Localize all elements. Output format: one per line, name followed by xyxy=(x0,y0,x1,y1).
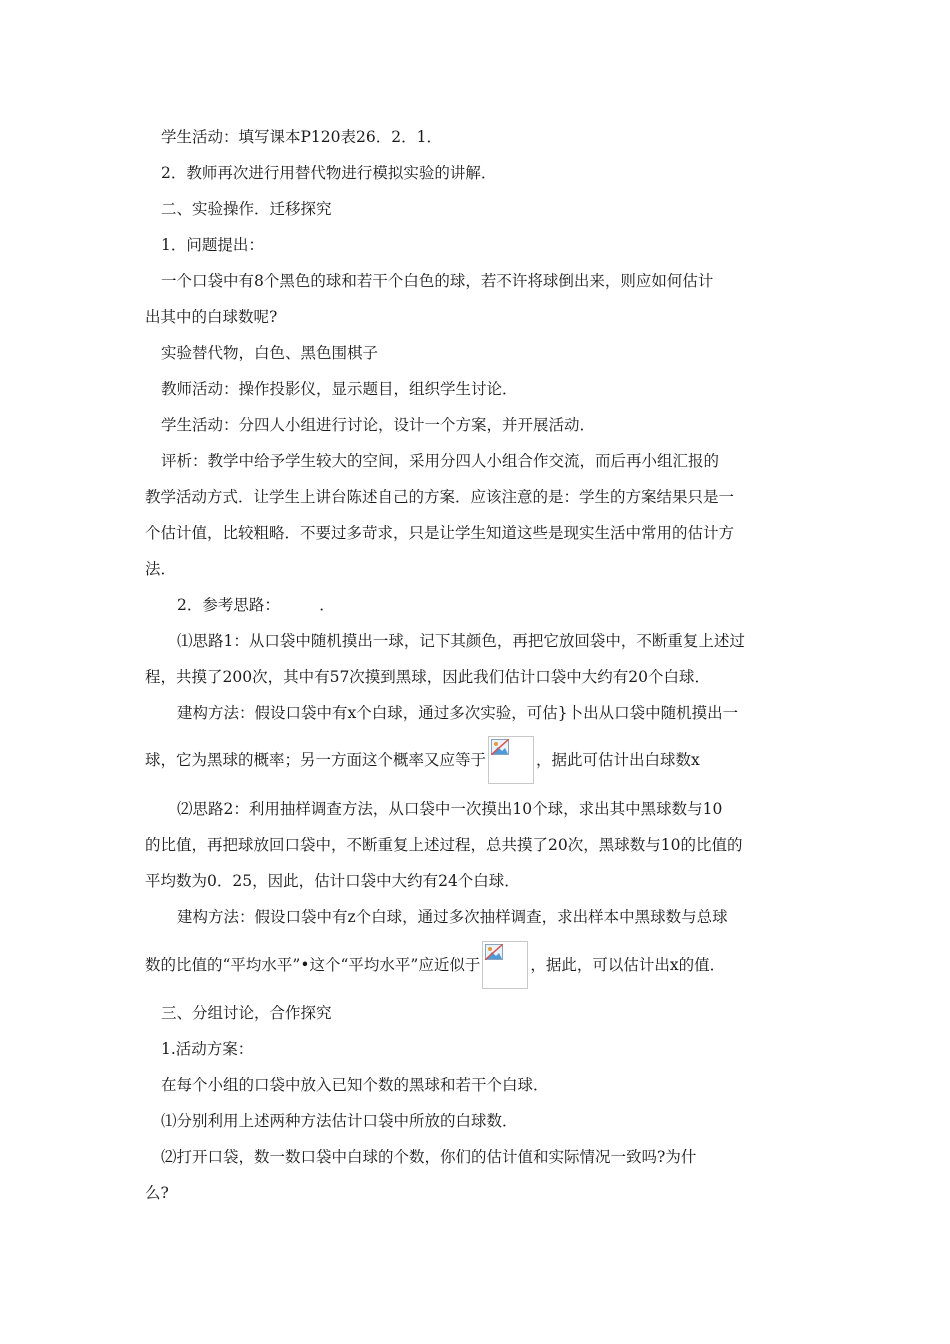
section-heading: 二、实验操作．迁移探究 xyxy=(161,200,332,218)
text-line: 的比值，再把球放回口袋中，不断重复上述过程，总共摸了20次，黑球数与10的比值的 xyxy=(145,836,743,854)
text-line: ⑴思路1：从口袋中随机摸出一球，记下其颜色，再把它放回袋中，不断重复上述过 xyxy=(177,632,745,650)
text-line: 2．教师再次进行用替代物进行模拟实验的讲解． xyxy=(161,164,497,182)
text-line: 实验替代物，白色、黑色围棋子 xyxy=(161,344,379,362)
text-line-with-image xyxy=(145,735,700,784)
text-line: 学生活动：分四人小组进行讨论，设计一个方案，并开展活动． xyxy=(161,416,596,434)
text-line: ⑵思路2：利用抽样调查方法，从口袋中一次摸出10个球，求出其中黑球数与10 xyxy=(177,800,723,818)
text-line: 教学活动方式．让学生上讲台陈述自己的方案．应该注意的是：学生的方案结果只是一 xyxy=(145,488,735,506)
text-line: ⑵打开口袋，数一数口袋中白球的个数，你们的估计值和实际情况一致吗?为什 xyxy=(161,1148,697,1166)
text-line: 平均数为0．25，因此，估计口袋中大约有24个白球． xyxy=(145,872,520,890)
text-line: 1．问题提出： xyxy=(161,236,264,254)
text-line: 个估计值，比较粗略．不要过多苛求，只是让学生知道这些是现实生活中常用的估计方 xyxy=(145,524,735,542)
text-line: 评析：教学中给予学生较大的空间，采用分四人小组合作交流，而后再小组汇报的 xyxy=(161,452,720,470)
text-line-with-image xyxy=(145,940,725,989)
text-fragment: 球，它为黑球的概率；另一方面这个概率又应等于 xyxy=(145,751,487,769)
text-line: 2．参考思路： ． xyxy=(177,596,335,614)
text-line: ⑴分别利用上述两种方法估计口袋中所放的白球数． xyxy=(161,1112,518,1130)
section-heading: 三、分组讨论，合作探究 xyxy=(161,1004,332,1022)
text-line: 一个口袋中有8个黑色的球和若干个白色的球，若不许将球倒出来，则应如何估计 xyxy=(161,272,714,290)
text-fragment: ，据此可估计出白球数x xyxy=(536,751,700,769)
text-line: 教师活动：操作投影仪，显示题目，组织学生讨论． xyxy=(161,380,518,398)
text-line: 建构方法：假设口袋中有x个白球，通过多次实验，可估}卜出从口袋中随机摸出一 xyxy=(177,704,739,722)
text-line: 建构方法：假设口袋中有z个白球，通过多次抽样调查，求出样本中黑球数与总球 xyxy=(177,908,728,926)
broken-image-icon xyxy=(482,941,528,989)
text-line: 1.活动方案： xyxy=(161,1040,254,1058)
text-line: 在每个小组的口袋中放入已知个数的黑球和若干个白球． xyxy=(161,1076,549,1094)
text-line: 学生活动：填写课本P120表26．2．1． xyxy=(161,128,442,146)
text-fragment: ，据此，可以估计出x的值． xyxy=(530,956,726,974)
text-fragment: 数的比值的“平均水平”•这个“平均水平”应近似于 xyxy=(145,956,481,974)
text-line: 出其中的白球数呢? xyxy=(145,308,278,326)
broken-image-icon xyxy=(488,736,534,784)
text-line: 么? xyxy=(145,1184,169,1202)
text-line: 法． xyxy=(145,560,177,578)
text-line: 程，共摸了200次，其中有57次摸到黑球，因此我们估计口袋中大约有20个白球． xyxy=(145,668,711,686)
